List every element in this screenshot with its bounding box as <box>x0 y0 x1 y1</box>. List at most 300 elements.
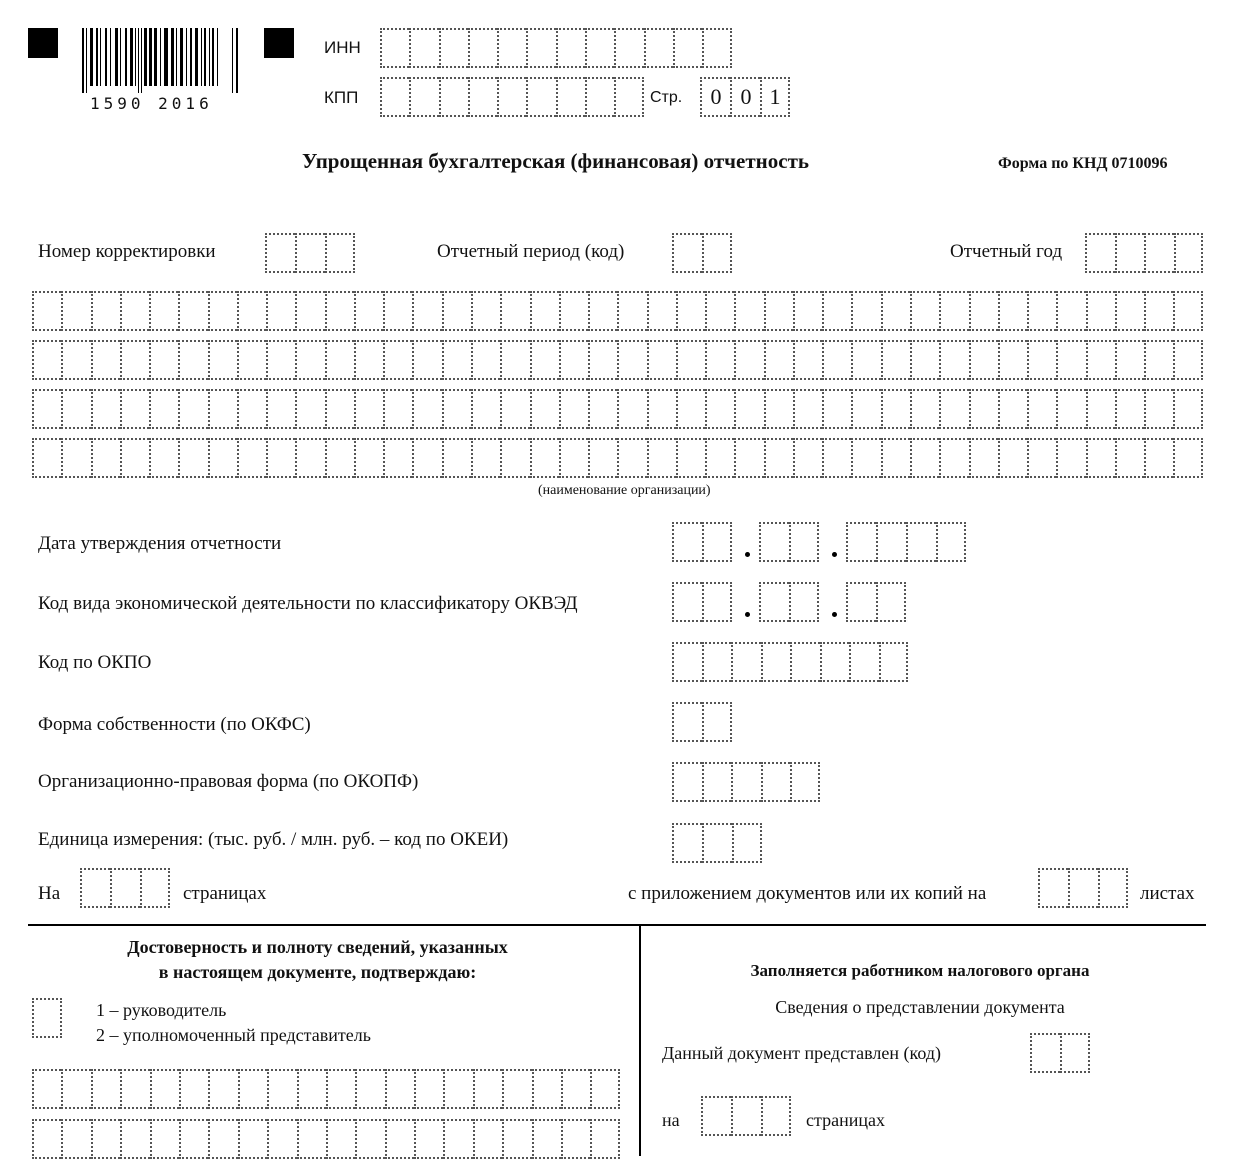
input-cell[interactable] <box>588 340 617 380</box>
input-cell[interactable] <box>1056 438 1085 478</box>
input-cell[interactable] <box>497 28 526 68</box>
input-cell[interactable] <box>789 522 819 562</box>
input-cell[interactable] <box>876 582 906 622</box>
input-cell[interactable] <box>471 340 500 380</box>
input-cell[interactable] <box>439 28 468 68</box>
input-cell[interactable] <box>822 291 851 331</box>
input-cell[interactable] <box>355 1069 384 1109</box>
input-cell[interactable] <box>120 438 149 478</box>
input-cell[interactable] <box>1086 340 1115 380</box>
input-cell[interactable] <box>1144 438 1173 478</box>
input-cell[interactable] <box>761 642 791 682</box>
input-cell[interactable] <box>906 522 936 562</box>
input-cell[interactable] <box>471 291 500 331</box>
input-cell[interactable] <box>761 1096 791 1136</box>
pages-count-field[interactable] <box>80 868 170 908</box>
input-cell[interactable] <box>879 642 909 682</box>
input-cell[interactable] <box>759 522 789 562</box>
reporting-year-field[interactable] <box>1085 233 1203 273</box>
page-digit-cell[interactable]: 1 <box>760 77 790 117</box>
okopf-field[interactable] <box>672 762 820 802</box>
okved-part-1[interactable] <box>672 582 732 622</box>
approval-date-day[interactable] <box>672 522 732 562</box>
input-cell[interactable] <box>559 291 588 331</box>
input-cell[interactable] <box>939 340 968 380</box>
attachments-sheets-field[interactable] <box>1038 868 1128 908</box>
input-cell[interactable] <box>295 233 325 273</box>
input-cell[interactable] <box>295 438 324 478</box>
input-cell[interactable] <box>1144 340 1173 380</box>
input-cell[interactable] <box>325 340 354 380</box>
input-cell[interactable] <box>91 389 120 429</box>
input-cell[interactable] <box>61 389 90 429</box>
input-cell[interactable] <box>61 1119 90 1159</box>
input-cell[interactable] <box>150 1119 179 1159</box>
input-cell[interactable] <box>530 291 559 331</box>
input-cell[interactable] <box>500 389 529 429</box>
page-digit-cell[interactable]: 0 <box>730 77 760 117</box>
input-cell[interactable] <box>672 642 702 682</box>
input-cell[interactable] <box>443 1069 472 1109</box>
input-cell[interactable] <box>91 1119 120 1159</box>
input-cell[interactable] <box>614 28 643 68</box>
input-cell[interactable] <box>617 389 646 429</box>
input-cell[interactable] <box>702 233 732 273</box>
input-cell[interactable] <box>585 28 614 68</box>
input-cell[interactable] <box>1115 438 1144 478</box>
input-cell[interactable] <box>526 77 555 117</box>
input-cell[interactable] <box>556 28 585 68</box>
input-cell[interactable] <box>764 389 793 429</box>
input-cell[interactable] <box>647 438 676 478</box>
input-cell[interactable] <box>590 1119 619 1159</box>
org-name-row-1[interactable] <box>32 291 1203 331</box>
input-cell[interactable] <box>32 389 61 429</box>
input-cell[interactable] <box>702 582 732 622</box>
input-cell[interactable] <box>998 291 1027 331</box>
input-cell[interactable] <box>764 438 793 478</box>
input-cell[interactable] <box>442 340 471 380</box>
input-cell[interactable] <box>442 438 471 478</box>
input-cell[interactable] <box>91 1069 120 1109</box>
input-cell[interactable] <box>120 291 149 331</box>
input-cell[interactable] <box>61 1069 90 1109</box>
input-cell[interactable] <box>325 438 354 478</box>
input-cell[interactable] <box>179 1069 208 1109</box>
input-cell[interactable] <box>1144 389 1173 429</box>
input-cell[interactable] <box>588 291 617 331</box>
input-cell[interactable] <box>385 1119 414 1159</box>
tax-pages-field[interactable] <box>701 1096 791 1136</box>
input-cell[interactable] <box>793 438 822 478</box>
input-cell[interactable] <box>500 340 529 380</box>
input-cell[interactable] <box>325 291 354 331</box>
input-cell[interactable] <box>380 28 409 68</box>
input-cell[interactable] <box>532 1069 561 1109</box>
input-cell[interactable] <box>851 340 880 380</box>
input-cell[interactable] <box>266 438 295 478</box>
input-cell[interactable] <box>588 438 617 478</box>
input-cell[interactable] <box>150 1069 179 1109</box>
input-cell[interactable] <box>1115 340 1144 380</box>
input-cell[interactable] <box>32 1069 61 1109</box>
input-cell[interactable] <box>1173 340 1202 380</box>
input-cell[interactable] <box>846 582 876 622</box>
input-cell[interactable] <box>120 340 149 380</box>
input-cell[interactable] <box>237 291 266 331</box>
input-cell[interactable] <box>1068 868 1098 908</box>
okved-part-2[interactable] <box>759 582 819 622</box>
input-cell[interactable] <box>731 642 761 682</box>
input-cell[interactable] <box>585 77 614 117</box>
input-cell[interactable] <box>267 1119 296 1159</box>
input-cell[interactable] <box>1115 291 1144 331</box>
inn-field[interactable] <box>380 28 732 68</box>
input-cell[interactable] <box>61 438 90 478</box>
input-cell[interactable] <box>676 340 705 380</box>
input-cell[interactable] <box>502 1119 531 1159</box>
input-cell[interactable] <box>149 340 178 380</box>
input-cell[interactable] <box>910 438 939 478</box>
input-cell[interactable] <box>969 438 998 478</box>
input-cell[interactable] <box>208 389 237 429</box>
input-cell[interactable] <box>1027 340 1056 380</box>
input-cell[interactable] <box>764 340 793 380</box>
input-cell[interactable] <box>238 1119 267 1159</box>
input-cell[interactable] <box>617 340 646 380</box>
input-cell[interactable] <box>530 389 559 429</box>
signer-name-row-1[interactable] <box>32 1069 620 1109</box>
input-cell[interactable] <box>1173 389 1202 429</box>
input-cell[interactable] <box>297 1119 326 1159</box>
input-cell[interactable] <box>80 868 110 908</box>
input-cell[interactable] <box>672 522 702 562</box>
input-cell[interactable] <box>702 702 732 742</box>
input-cell[interactable] <box>793 291 822 331</box>
input-cell[interactable] <box>588 389 617 429</box>
input-cell[interactable] <box>409 28 438 68</box>
input-cell[interactable] <box>297 1069 326 1109</box>
input-cell[interactable] <box>1056 291 1085 331</box>
input-cell[interactable] <box>734 438 763 478</box>
input-cell[interactable] <box>910 340 939 380</box>
input-cell[interactable] <box>881 291 910 331</box>
input-cell[interactable] <box>790 642 820 682</box>
input-cell[interactable] <box>1174 233 1204 273</box>
input-cell[interactable] <box>1115 389 1144 429</box>
input-cell[interactable] <box>295 291 324 331</box>
input-cell[interactable] <box>295 340 324 380</box>
input-cell[interactable] <box>939 438 968 478</box>
input-cell[interactable] <box>354 291 383 331</box>
input-cell[interactable] <box>471 389 500 429</box>
input-cell[interactable] <box>383 438 412 478</box>
input-cell[interactable] <box>32 340 61 380</box>
input-cell[interactable] <box>473 1069 502 1109</box>
input-cell[interactable] <box>881 340 910 380</box>
input-cell[interactable] <box>412 438 441 478</box>
input-cell[interactable] <box>617 291 646 331</box>
input-cell[interactable] <box>822 438 851 478</box>
input-cell[interactable] <box>881 438 910 478</box>
input-cell[interactable] <box>120 1069 149 1109</box>
input-cell[interactable] <box>851 389 880 429</box>
input-cell[interactable] <box>468 28 497 68</box>
input-cell[interactable] <box>1027 389 1056 429</box>
input-cell[interactable] <box>1086 438 1115 478</box>
input-cell[interactable] <box>731 762 761 802</box>
input-cell[interactable] <box>412 340 441 380</box>
input-cell[interactable] <box>910 291 939 331</box>
input-cell[interactable] <box>383 340 412 380</box>
input-cell[interactable] <box>32 1119 61 1159</box>
input-cell[interactable] <box>354 340 383 380</box>
input-cell[interactable] <box>561 1119 590 1159</box>
input-cell[interactable] <box>409 77 438 117</box>
approval-date-year[interactable] <box>846 522 966 562</box>
reporting-period-field[interactable] <box>672 233 732 273</box>
input-cell[interactable] <box>178 389 207 429</box>
input-cell[interactable] <box>442 291 471 331</box>
input-cell[interactable] <box>705 291 734 331</box>
input-cell[interactable] <box>702 28 731 68</box>
input-cell[interactable] <box>178 340 207 380</box>
input-cell[interactable] <box>761 762 791 802</box>
input-cell[interactable] <box>561 1069 590 1109</box>
input-cell[interactable] <box>759 582 789 622</box>
input-cell[interactable] <box>1030 1033 1060 1073</box>
input-cell[interactable] <box>208 1069 237 1109</box>
input-cell[interactable] <box>614 77 643 117</box>
input-cell[interactable] <box>672 233 702 273</box>
input-cell[interactable] <box>91 438 120 478</box>
input-cell[interactable] <box>998 340 1027 380</box>
approval-date-month[interactable] <box>759 522 819 562</box>
input-cell[interactable] <box>267 1069 296 1109</box>
input-cell[interactable] <box>473 1119 502 1159</box>
org-name-row-2[interactable] <box>32 340 1203 380</box>
okfs-field[interactable] <box>672 702 732 742</box>
input-cell[interactable] <box>701 1096 731 1136</box>
input-cell[interactable] <box>91 340 120 380</box>
input-cell[interactable] <box>702 642 732 682</box>
input-cell[interactable] <box>208 438 237 478</box>
input-cell[interactable] <box>237 438 266 478</box>
input-cell[interactable] <box>617 438 646 478</box>
input-cell[interactable] <box>559 389 588 429</box>
input-cell[interactable] <box>559 340 588 380</box>
input-cell[interactable] <box>702 522 732 562</box>
input-cell[interactable] <box>1038 868 1068 908</box>
input-cell[interactable] <box>764 291 793 331</box>
input-cell[interactable] <box>705 389 734 429</box>
input-cell[interactable] <box>559 438 588 478</box>
input-cell[interactable] <box>532 1119 561 1159</box>
input-cell[interactable] <box>1144 233 1174 273</box>
input-cell[interactable] <box>237 389 266 429</box>
org-name-row-3[interactable] <box>32 389 1203 429</box>
input-cell[interactable] <box>468 77 497 117</box>
input-cell[interactable] <box>672 702 702 742</box>
input-cell[interactable] <box>439 77 468 117</box>
input-cell[interactable] <box>497 77 526 117</box>
org-name-row-4[interactable] <box>32 438 1203 478</box>
input-cell[interactable] <box>355 1119 384 1159</box>
input-cell[interactable] <box>793 340 822 380</box>
input-cell[interactable] <box>32 998 62 1038</box>
input-cell[interactable] <box>1027 291 1056 331</box>
okei-field[interactable] <box>672 823 762 863</box>
page-number-field[interactable] <box>700 77 790 117</box>
okved-part-3[interactable] <box>846 582 906 622</box>
input-cell[interactable] <box>414 1069 443 1109</box>
input-cell[interactable] <box>500 438 529 478</box>
input-cell[interactable] <box>149 438 178 478</box>
input-cell[interactable] <box>647 389 676 429</box>
input-cell[interactable] <box>672 582 702 622</box>
input-cell[interactable] <box>939 291 968 331</box>
input-cell[interactable] <box>676 389 705 429</box>
input-cell[interactable] <box>502 1069 531 1109</box>
page-digit-cell[interactable]: 0 <box>700 77 730 117</box>
input-cell[interactable] <box>325 389 354 429</box>
input-cell[interactable] <box>1173 291 1202 331</box>
correction-number-field[interactable] <box>265 233 355 273</box>
input-cell[interactable] <box>910 389 939 429</box>
input-cell[interactable] <box>32 438 61 478</box>
input-cell[interactable] <box>526 28 555 68</box>
input-cell[interactable] <box>140 868 170 908</box>
input-cell[interactable] <box>881 389 910 429</box>
input-cell[interactable] <box>208 291 237 331</box>
input-cell[interactable] <box>61 340 90 380</box>
input-cell[interactable] <box>734 340 763 380</box>
input-cell[interactable] <box>208 1119 237 1159</box>
input-cell[interactable] <box>644 28 673 68</box>
input-cell[interactable] <box>1144 291 1173 331</box>
input-cell[interactable] <box>471 438 500 478</box>
input-cell[interactable] <box>1060 1033 1090 1073</box>
input-cell[interactable] <box>530 438 559 478</box>
input-cell[interactable] <box>354 389 383 429</box>
input-cell[interactable] <box>672 762 702 802</box>
input-cell[interactable] <box>1115 233 1145 273</box>
input-cell[interactable] <box>266 340 295 380</box>
input-cell[interactable] <box>789 582 819 622</box>
signer-name-row-2[interactable] <box>32 1119 620 1159</box>
input-cell[interactable] <box>354 438 383 478</box>
input-cell[interactable] <box>676 291 705 331</box>
input-cell[interactable] <box>998 438 1027 478</box>
input-cell[interactable] <box>939 389 968 429</box>
input-cell[interactable] <box>61 291 90 331</box>
input-cell[interactable] <box>969 340 998 380</box>
input-cell[interactable] <box>705 438 734 478</box>
input-cell[interactable] <box>530 340 559 380</box>
input-cell[interactable] <box>969 389 998 429</box>
input-cell[interactable] <box>820 642 850 682</box>
input-cell[interactable] <box>385 1069 414 1109</box>
input-cell[interactable] <box>238 1069 267 1109</box>
input-cell[interactable] <box>178 438 207 478</box>
input-cell[interactable] <box>1098 868 1128 908</box>
input-cell[interactable] <box>237 340 266 380</box>
input-cell[interactable] <box>1086 389 1115 429</box>
kpp-field[interactable] <box>380 77 644 117</box>
input-cell[interactable] <box>734 389 763 429</box>
input-cell[interactable] <box>702 762 732 802</box>
input-cell[interactable] <box>673 28 702 68</box>
signer-type-field[interactable] <box>32 998 62 1038</box>
input-cell[interactable] <box>1056 389 1085 429</box>
input-cell[interactable] <box>647 291 676 331</box>
input-cell[interactable] <box>266 291 295 331</box>
input-cell[interactable] <box>295 389 324 429</box>
input-cell[interactable] <box>793 389 822 429</box>
input-cell[interactable] <box>676 438 705 478</box>
input-cell[interactable] <box>876 522 906 562</box>
input-cell[interactable] <box>556 77 585 117</box>
input-cell[interactable] <box>325 233 355 273</box>
input-cell[interactable] <box>998 389 1027 429</box>
input-cell[interactable] <box>822 340 851 380</box>
input-cell[interactable] <box>412 389 441 429</box>
input-cell[interactable] <box>412 291 441 331</box>
input-cell[interactable] <box>414 1119 443 1159</box>
input-cell[interactable] <box>1086 291 1115 331</box>
input-cell[interactable] <box>178 291 207 331</box>
input-cell[interactable] <box>91 291 120 331</box>
input-cell[interactable] <box>936 522 966 562</box>
input-cell[interactable] <box>1173 438 1202 478</box>
input-cell[interactable] <box>120 389 149 429</box>
input-cell[interactable] <box>849 642 879 682</box>
input-cell[interactable] <box>179 1119 208 1159</box>
input-cell[interactable] <box>149 389 178 429</box>
submitted-code-field[interactable] <box>1030 1033 1090 1073</box>
input-cell[interactable] <box>208 340 237 380</box>
okpo-field[interactable] <box>672 642 908 682</box>
input-cell[interactable] <box>149 291 178 331</box>
input-cell[interactable] <box>383 291 412 331</box>
input-cell[interactable] <box>732 823 762 863</box>
input-cell[interactable] <box>790 762 820 802</box>
input-cell[interactable] <box>969 291 998 331</box>
input-cell[interactable] <box>702 823 732 863</box>
input-cell[interactable] <box>705 340 734 380</box>
input-cell[interactable] <box>110 868 140 908</box>
input-cell[interactable] <box>380 77 409 117</box>
input-cell[interactable] <box>383 389 412 429</box>
input-cell[interactable] <box>1056 340 1085 380</box>
input-cell[interactable] <box>1027 438 1056 478</box>
input-cell[interactable] <box>443 1119 472 1159</box>
input-cell[interactable] <box>731 1096 761 1136</box>
input-cell[interactable] <box>120 1119 149 1159</box>
input-cell[interactable] <box>734 291 763 331</box>
input-cell[interactable] <box>851 291 880 331</box>
input-cell[interactable] <box>590 1069 619 1109</box>
input-cell[interactable] <box>822 389 851 429</box>
input-cell[interactable] <box>266 389 295 429</box>
input-cell[interactable] <box>326 1069 355 1109</box>
input-cell[interactable] <box>647 340 676 380</box>
input-cell[interactable] <box>442 389 471 429</box>
input-cell[interactable] <box>32 291 61 331</box>
input-cell[interactable] <box>326 1119 355 1159</box>
input-cell[interactable] <box>851 438 880 478</box>
input-cell[interactable] <box>1085 233 1115 273</box>
